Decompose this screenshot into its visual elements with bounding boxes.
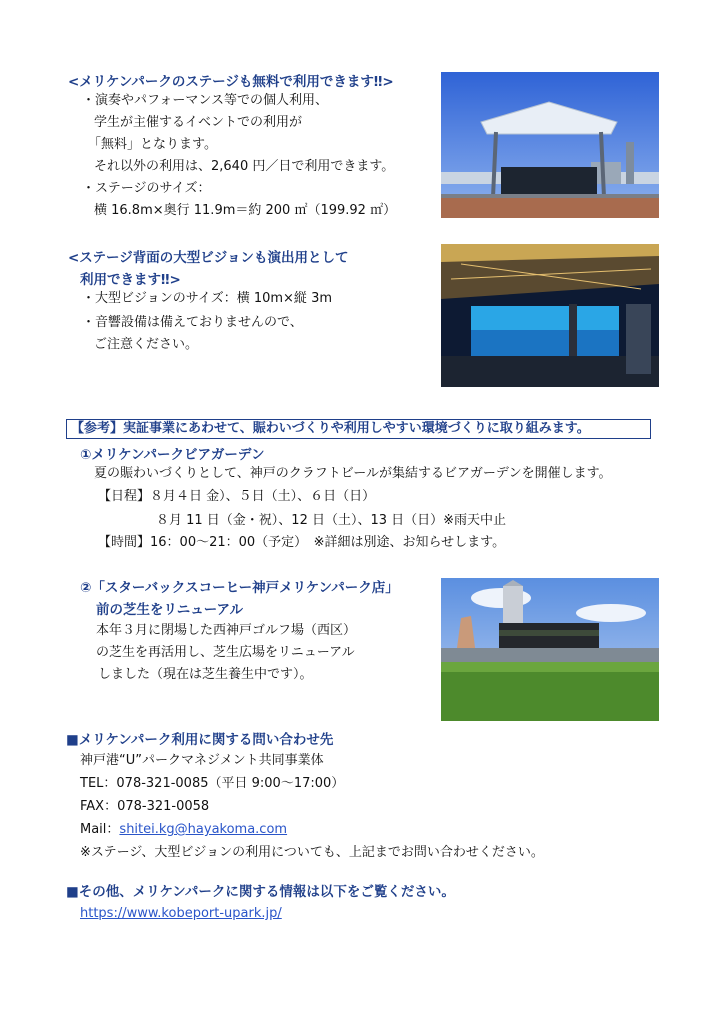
lawn-title: 前の芝生をリニューアル — [96, 602, 244, 618]
vision-heading: <ステージ背面の大型ビジョンも演出用として — [68, 250, 349, 266]
stage-line: ・ステージのサイズ： — [82, 181, 211, 196]
beer-garden-desc: 夏の賑わいづくりとして、神戸のクラフトビールが集結するビアガーデンを開催します。 — [94, 466, 612, 481]
other-heading: ■その他、メリケンパークに関する情報は以下をご覧ください。 — [66, 884, 455, 900]
contact-heading: ■メリケンパーク利用に関する問い合わせ先 — [66, 732, 334, 748]
stage-heading: <メリケンパークのステージも無料で利用できます‼> — [68, 74, 394, 90]
beer-garden-time: 【時間】16：00～21：00（予定） ※詳細は別途、お知らせします。 — [98, 535, 506, 550]
stage-line: ・演奏やパフォーマンス等での個人利用、 — [82, 93, 328, 108]
lawn-photo — [441, 578, 659, 721]
contact-org: 神戸港“U”パークマネジメント共同事業体 — [80, 753, 324, 768]
beer-garden-dates: 【日程】８月４日 金）、５日（土）、６日（日） — [98, 489, 376, 504]
website-link[interactable]: https://www.kobeport-upark.jp/ — [80, 906, 282, 921]
beer-garden-title: ①メリケンパークビアガーデン — [80, 447, 265, 463]
lawn-line: 本年３月に閉場した西神戸ゴルフ場（西区） — [96, 623, 357, 638]
mail-label: Mail： — [80, 822, 120, 837]
vision-line: ご注意ください。 — [94, 337, 199, 352]
stage-line: 「無料」となります。 — [88, 137, 217, 152]
contact-fax: FAX：078-321-0058 — [80, 799, 210, 814]
beer-garden-dates: ８月 11 日（金・祝）、12 日（土）、13 日（日）※雨天中止 — [156, 513, 507, 528]
lawn-title: ②「スターバックスコーヒー神戸メリケンパーク店」 — [80, 580, 399, 596]
stage-line: それ以外の利用は、2,640 円／日で利用できます。 — [94, 159, 395, 174]
reference-box: 【参考】実証事業にあわせて、賑わいづくりや利用しやすい環境づくりに取り組みます。 — [66, 419, 651, 439]
other-url — [80, 903, 282, 924]
stage-line: 横 16.8m×奥行 11.9m＝約 200 ㎡（199.92 ㎡） — [94, 203, 397, 218]
vision-photo — [441, 244, 659, 387]
vision-line: ・大型ビジョンのサイズ：横 10m×縦 3m — [82, 291, 332, 306]
contact-note: ※ステージ、大型ビジョンの利用についても、上記までお問い合わせください。 — [80, 845, 544, 860]
vision-line: ・音響設備は備えておりませんので、 — [82, 315, 303, 330]
contact-tel: TEL：078-321-0085（平日 9:00～17:00） — [80, 776, 345, 791]
lawn-line: の芝生を再活用し、芝生広場をリニューアル — [96, 645, 355, 660]
mail-link[interactable]: shitei.kg@hayakoma.com — [119, 822, 288, 837]
stage-photo — [441, 72, 659, 218]
contact-mail — [80, 819, 287, 840]
stage-line: 学生が主催するイベントでの利用が — [94, 115, 303, 130]
vision-heading: 利用できます‼> — [80, 272, 181, 288]
lawn-line: しました（現在は芝生養生中です）。 — [98, 667, 313, 682]
